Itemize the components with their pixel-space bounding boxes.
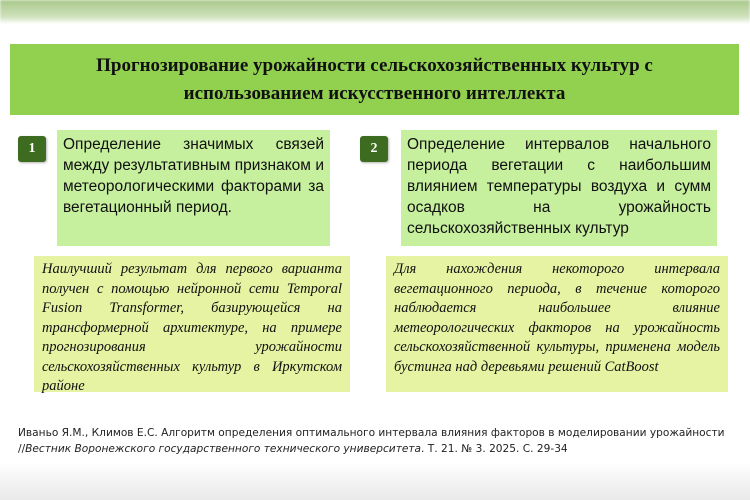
step-number-badge-1 (18, 136, 46, 162)
definition-text-2: Определение интервалов начального периода вегетации с наибольшим влиянием температуры воздуха и сумм осадков на урожайность сельскохозяйственных культур (407, 136, 711, 237)
top-decorative-strip (0, 0, 750, 24)
definition-box-2 (401, 130, 717, 246)
title-banner (10, 44, 739, 115)
step-number-2: 2 (370, 141, 378, 156)
citation-journal: Вестник Воронежского государственного технического университета (25, 443, 422, 455)
citation-details: . Т. 21. № 3. 2025. С. 29-34 (421, 443, 568, 455)
note-text-1: Наилучший результат для первого варианта получен с помощью нейронной сети Temporal Fusion Transformer, базирующейся на трансформерной архитектуре, на примере прогнозирования урожайности сельскохозяйственных культур в Иркутском районе (42, 261, 342, 394)
step-number-badge-2 (360, 136, 388, 162)
note-box-2 (386, 256, 728, 392)
citation (18, 425, 734, 457)
definition-box-1 (57, 130, 330, 246)
citation-authors: Иваньо Я.М., Климов Е.С. Алгоритм определения оптимального интервала влияния факторов в моделировании урожайности // (18, 427, 725, 455)
bottom-decorative-strip (0, 462, 750, 500)
note-text-2: Для нахождения некоторого интервала вегетационного периода, в течение которого наблюдается наибольшее влияние метеорологических факторов на урожайность сельскохозяйственной культуры, применена модель бустинга над деревьями решений CatBoost (394, 261, 720, 375)
note-box-1 (34, 256, 350, 392)
step-number-1: 1 (28, 141, 36, 156)
page-title: Прогнозирование урожайности сельскохозяйственных культур с использованием искусственного интеллекта (96, 54, 653, 104)
definition-text-1: Определение значимых связей между результативным признаком и метеорологическими факторами за вегетационный период. (63, 136, 324, 216)
